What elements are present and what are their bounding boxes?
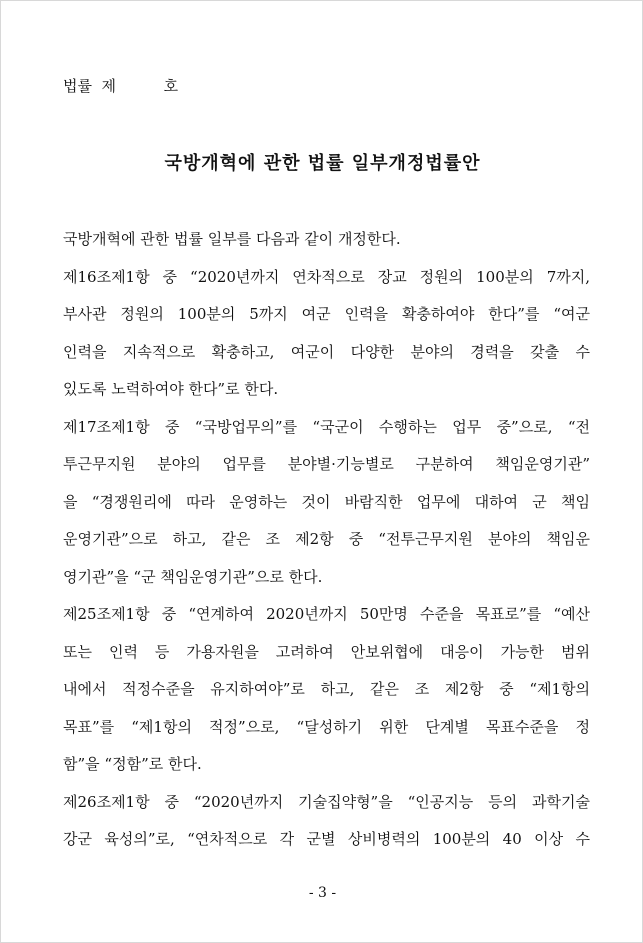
body-line: 또는 인력 등 가용자원을 고려하여 안보위협에 대응이 가능한 범위 <box>63 642 590 661</box>
body-line: 제16조제1항 중 “2020년까지 연차적으로 장교 정원의 100분의 7까지, <box>63 267 590 286</box>
body-line: 목표”를 “제1항의 적정”으로, “달성하기 위한 단계별 목표수준을 정 <box>63 717 590 736</box>
body-line: 있도록 노력하여야 한다”로 한다. <box>63 380 279 398</box>
document-body <box>63 221 590 859</box>
body-line: 제26조제1항 중 “2020년까지 기술집약형”을 “인공지능 등의 과학기술 <box>63 792 590 811</box>
body-line: 제17조제1항 중 “국방업무의”를 “국군이 수행하는 업무 중”으로, “전 <box>63 417 590 436</box>
body-line: 영기관”을 “군 책임운영기관”으로 한다. <box>63 567 323 586</box>
document-title: 국방개혁에 관한 법률 일부개정법률안 <box>164 153 481 174</box>
body-line: 인력을 지속적으로 확충하고, 여군이 다양한 분야의 경력을 갖출 수 <box>63 342 590 361</box>
body-line: 내에서 적정수준을 유지하여야”로 하고, 같은 조 제2항 중 “제1항의 <box>63 680 590 698</box>
body-line: 강군 육성의”로, “연차적으로 각 군별 상비병력의 100분의 40 이상 수 <box>63 830 590 848</box>
body-line: 투근무지원 분야의 업무를 분야별·기능별로 구분하여 책임운영기관” <box>63 455 590 473</box>
body-line: 국방개혁에 관한 법률 일부를 다음과 같이 개정한다. <box>63 230 401 248</box>
law-number-label: 법률 제 호 <box>63 77 179 95</box>
body-line: 운영기관”으로 하고, 같은 조 제2항 중 “전투근무지원 분야의 책임운 <box>63 530 590 548</box>
page-number: - 3 - <box>308 885 337 901</box>
body-line: 부사관 정원의 100분의 5까지 여군 인력을 확충하여야 한다”를 “여군 <box>63 305 590 323</box>
body-line: 함”을 “정함”로 한다. <box>63 755 202 773</box>
body-line: 제25조제1항 중 “연계하여 2020년까지 50만명 수준을 목표로”를 “예산 <box>63 605 590 623</box>
body-line: 을 “경쟁원리에 따라 운영하는 것이 바람직한 업무에 대하여 군 책임 <box>63 492 590 511</box>
